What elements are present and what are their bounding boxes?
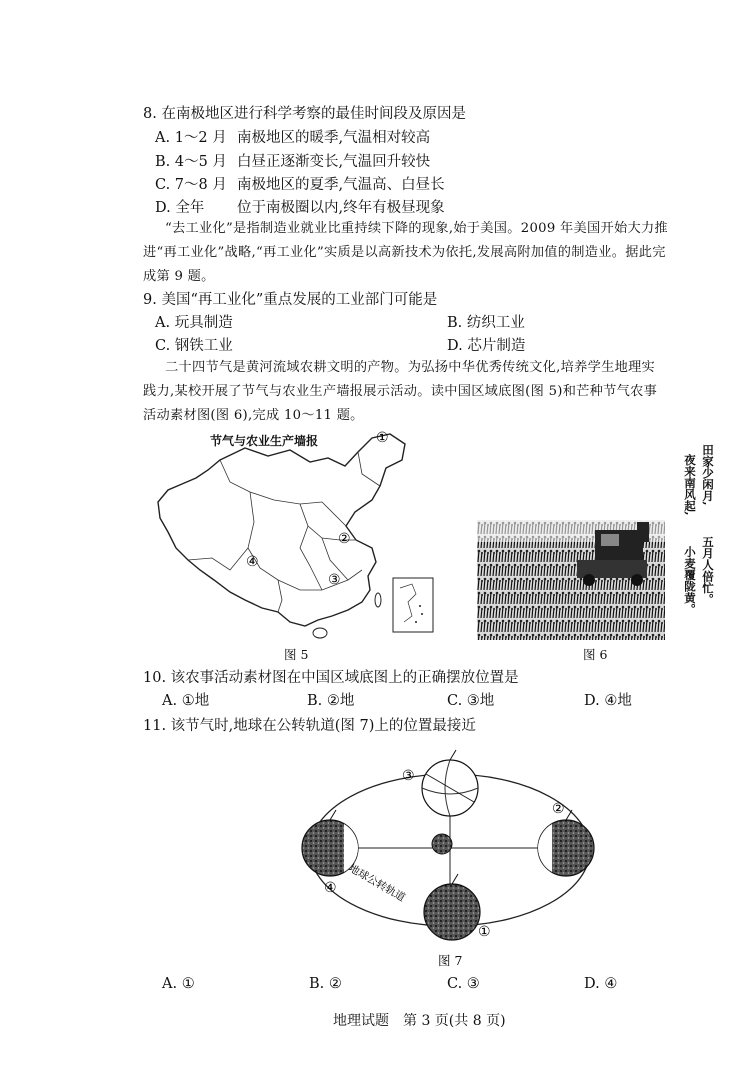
hainan-island	[313, 628, 327, 638]
fig5-marker-1: ①	[376, 430, 389, 446]
fig5-marker-4: ④	[246, 554, 259, 570]
q11-option-d: D. ④	[584, 976, 618, 992]
q8-option-a-label: A. 1～2 月	[155, 130, 227, 146]
q10-option-d: D. ④地	[584, 693, 632, 709]
sun-icon	[432, 834, 452, 854]
fig7-marker-3: ③	[402, 768, 415, 784]
fig6-poem-col3: 夜来南风起,	[683, 454, 697, 516]
passage2-line1: 二十四节气是黄河流域农耕文明的产物。为弘扬中华优秀传统文化,培养学生地理实	[165, 360, 656, 375]
fig5-caption: 图 5	[284, 647, 309, 662]
q8-stem: 8. 在南极地区进行科学考察的最佳时间段及原因是	[143, 106, 466, 122]
q11-option-a: A. ①	[162, 976, 195, 992]
fig6-poem-box	[665, 444, 717, 640]
globe-2-icon	[538, 810, 594, 876]
q11-option-b: B. ②	[309, 976, 342, 992]
fig5-title: 节气与农业生产墙报	[210, 434, 319, 448]
q8-option-c-text: 南极地区的夏季,气温高、白昼长	[237, 177, 445, 193]
fig5-marker-2: ②	[338, 531, 351, 547]
passage1-line3: 成第 9 题。	[143, 269, 215, 284]
q10-option-b: B. ②地	[307, 693, 355, 709]
passage1-line1: “去工业化”是指制造业就业比重持续下降的现象,始于美国。2009 年美国开始大力推	[165, 221, 668, 236]
q9-stem: 9. 美国“再工业化”重点发展的工业部门可能是	[143, 292, 438, 308]
q8-option-d-label: D. 全年	[155, 200, 205, 216]
fig6-caption: 图 6	[583, 647, 608, 662]
fig7-marker-4: ④	[324, 880, 337, 896]
q10-stem: 10. 该农事活动素材图在中国区域底图上的正确摆放位置是	[143, 670, 519, 686]
fig6-harvest-image	[477, 520, 687, 640]
page-footer: 地理试题 第 3 页(共 8 页)	[333, 1013, 506, 1029]
q9-option-b: B. 纺织工业	[447, 315, 525, 331]
q9-option-a: A. 玩具制造	[155, 315, 233, 331]
fig7-orbit-diagram	[290, 740, 610, 950]
q10-option-a: A. ①地	[162, 693, 210, 709]
q8-option-b-label: B. 4～5 月	[155, 154, 227, 170]
q11-option-c: C. ③	[447, 976, 480, 992]
fig7-orbit-label: 地球公转轨道	[346, 862, 408, 905]
fig5-china-map	[150, 430, 450, 645]
q9-option-c: C. 钢铁工业	[155, 338, 233, 354]
passage2-line2: 践力,某校开展了节气与农业生产墙报展示活动。读中国区域底图(图 5)和芒种节气农事	[143, 384, 658, 399]
q11-stem: 11. 该节气时,地球在公转轨道(图 7)上的位置最接近	[143, 718, 476, 734]
q9-option-d: D. 芯片制造	[447, 338, 526, 354]
q10-option-c: C. ③地	[447, 693, 495, 709]
q8-option-c-label: C. 7～8 月	[155, 177, 227, 193]
q8-option-a-text: 南极地区的暖季,气温相对较高	[237, 130, 431, 146]
fig5-marker-3: ③	[328, 572, 341, 588]
fig6-poem-col2: 五月人倍忙。	[701, 536, 715, 605]
fig7-marker-1: ①	[478, 924, 491, 940]
passage1-line2: 进“再工业化”战略,“再工业化”实质是以高新技术为依托,发展高附加值的制造业。据此完	[143, 245, 666, 260]
globe-1-icon	[424, 874, 480, 940]
q8-option-d-text: 位于南极圈以内,终年有极昼现象	[237, 200, 445, 216]
q8-option-b-text: 白昼正逐渐变长,气温回升较快	[237, 154, 431, 170]
globe-3-icon	[422, 750, 478, 816]
passage2-line3: 活动素材图(图 6),完成 10～11 题。	[143, 408, 364, 423]
taiwan-island	[375, 593, 381, 607]
fig7-marker-2: ②	[552, 801, 565, 817]
fig6-poem-col4: 小麦覆陇黄。	[683, 546, 697, 615]
fig6-poem-col1: 田家少闲月,	[701, 444, 715, 506]
fig7-caption: 图 7	[438, 953, 463, 968]
